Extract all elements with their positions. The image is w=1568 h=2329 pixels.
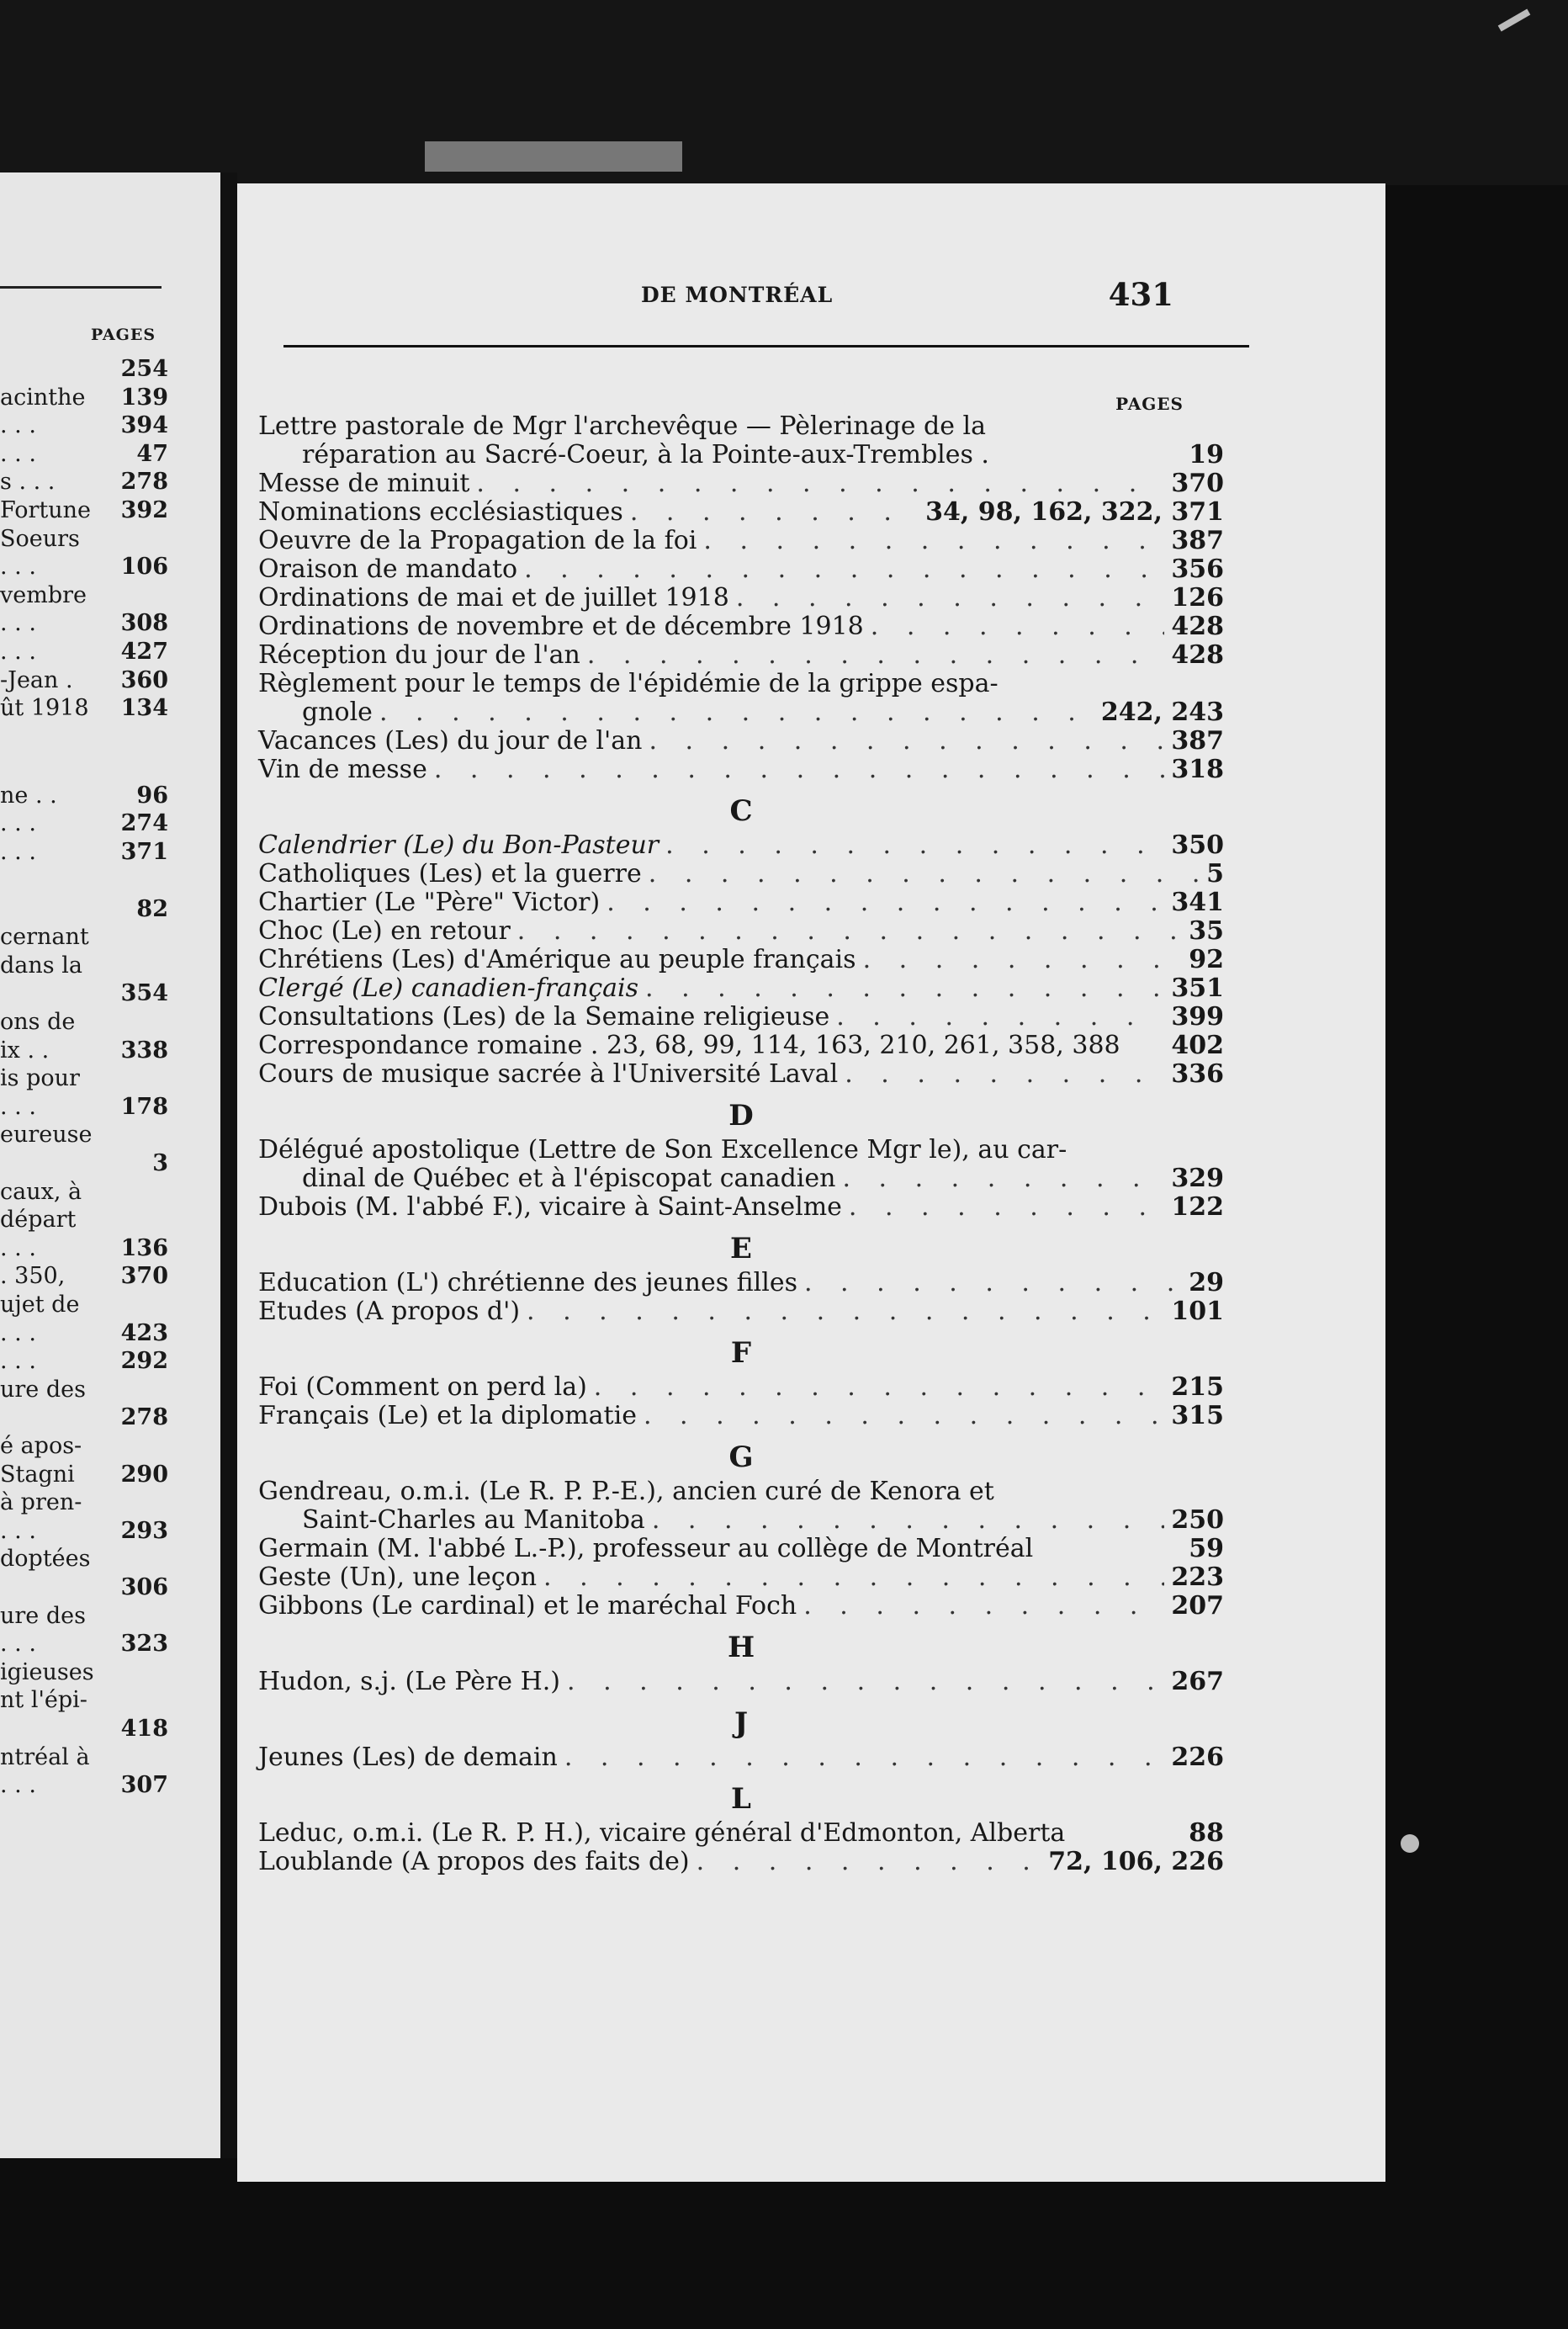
left-line-text: ix . .	[0, 1037, 50, 1064]
left-line-text: . . .	[0, 412, 36, 439]
entry-page-number: 5	[1206, 859, 1224, 889]
left-page-line	[0, 1065, 168, 1091]
entry-page-number: 250	[1171, 1505, 1224, 1535]
left-page-rule	[0, 286, 162, 289]
index-entry	[258, 974, 1224, 1003]
entry-title: Chrétiens (Les) d'Amérique au peuple français	[258, 945, 856, 974]
left-line-number: 392	[120, 497, 168, 523]
entry-title: Ordinations de mai et de juillet 1918	[258, 583, 729, 613]
dot-leader	[517, 917, 1182, 946]
index-entry	[258, 412, 1224, 441]
index-entry	[258, 470, 1224, 498]
left-line-number: 308	[120, 610, 168, 637]
left-page-line	[0, 1292, 168, 1318]
left-page-line	[0, 1518, 168, 1544]
entry-page-number: 72, 106, 226	[1048, 1847, 1224, 1876]
index-entry	[258, 1003, 1224, 1032]
entry-title: gnole	[302, 698, 373, 727]
left-page-line	[0, 1716, 168, 1742]
left-page-line	[0, 924, 168, 950]
entry-page-number: 223	[1171, 1562, 1224, 1592]
left-line-text: cernant	[0, 924, 89, 951]
left-line-text: . . .	[0, 1093, 36, 1120]
left-page-line	[0, 1377, 168, 1403]
entry-page-number: 318	[1171, 755, 1224, 784]
index-entry	[258, 889, 1224, 917]
entry-page-number: 329	[1171, 1164, 1224, 1193]
book-spine	[220, 172, 237, 2158]
left-line-number	[163, 1489, 168, 1515]
left-page-line	[0, 667, 168, 693]
left-line-number: 96	[136, 782, 168, 809]
section-letter: H	[727, 1631, 755, 1664]
entry-title: Leduc, o.m.i. (Le R. P. H.), vicaire général d'Edmonton, Alberta	[258, 1818, 1066, 1848]
left-line-text: vembre	[0, 581, 87, 608]
left-page-line	[0, 1037, 168, 1064]
left-line-number: 106	[120, 554, 168, 581]
left-page-line	[0, 469, 168, 495]
left-line-number: 292	[120, 1348, 168, 1375]
left-line-number	[163, 1603, 168, 1629]
left-page-line	[0, 1094, 168, 1120]
entry-title: Dubois (M. l'abbé F.), vicaire à Saint-Anselme	[258, 1192, 842, 1222]
dot-leader	[649, 860, 1200, 889]
index-entry	[258, 1743, 1224, 1772]
entry-page-number: 242, 243	[1100, 698, 1224, 727]
left-line-number	[163, 1433, 168, 1459]
entry-page-number: 29	[1189, 1268, 1224, 1297]
left-page-line	[0, 896, 168, 922]
left-page-line	[0, 1320, 168, 1346]
left-line-text: . . .	[0, 639, 36, 665]
entry-title: Réception du jour de l'an	[258, 640, 580, 670]
entry-title: Oeuvre de la Propagation de la foi	[258, 526, 697, 555]
left-line-number: 370	[120, 1263, 168, 1290]
left-page-line	[0, 1659, 168, 1685]
dot-leader	[567, 1668, 1164, 1696]
left-line-number: 360	[120, 666, 168, 693]
left-line-number	[163, 1065, 168, 1091]
index-entry	[258, 946, 1224, 974]
left-line-number	[163, 1179, 168, 1205]
entry-title: Ordinations de novembre et de décembre 1918	[258, 612, 864, 641]
section-letter: C	[729, 794, 753, 828]
left-line-text: . . .	[0, 554, 36, 581]
left-page-line	[0, 1404, 168, 1430]
left-line-number: 134	[120, 695, 168, 722]
left-line-text: ntréal à	[0, 1743, 90, 1770]
left-page-line	[0, 980, 168, 1006]
left-line-text: ujet de	[0, 1292, 80, 1318]
left-line-text: -Jean .	[0, 666, 73, 693]
left-line-number	[163, 526, 168, 552]
left-page-line	[0, 385, 168, 411]
index-entry	[302, 1506, 1224, 1535]
left-line-text: é apos-	[0, 1433, 82, 1459]
entry-title: Etudes (A propos d')	[258, 1297, 521, 1326]
entry-title: Education (L') chrétienne des jeunes filles	[258, 1268, 797, 1297]
left-page-line	[0, 1603, 168, 1629]
entry-title: Catholiques (Les) et la guerre	[258, 859, 642, 889]
left-page-line	[0, 1235, 168, 1261]
left-line-number: 293	[120, 1517, 168, 1544]
entry-page-number: 92	[1189, 945, 1224, 974]
left-page-line	[0, 1122, 168, 1148]
entry-title: Saint-Charles au Manitoba	[302, 1505, 645, 1535]
left-line-text: eureuse	[0, 1122, 93, 1149]
left-line-text: nt l'épi-	[0, 1687, 87, 1714]
dot-leader	[871, 613, 1165, 641]
left-page-line	[0, 1009, 168, 1035]
left-line-number	[163, 1292, 168, 1318]
index-entry	[302, 441, 1224, 470]
index-entry	[258, 831, 1224, 860]
left-line-number: 338	[120, 1037, 168, 1064]
left-line-text: ne . .	[0, 782, 57, 809]
left-line-text: ure des	[0, 1602, 86, 1629]
entry-title: Vin de messe	[258, 755, 427, 784]
section-letter: D	[728, 1099, 754, 1133]
index-entry	[258, 670, 1224, 698]
index-entry	[258, 498, 1224, 527]
index-entry	[258, 1819, 1224, 1848]
index-entry	[258, 1269, 1224, 1297]
left-line-number: 418	[120, 1716, 168, 1742]
index-entry	[258, 1136, 1224, 1164]
entry-page-number: 428	[1171, 640, 1224, 670]
left-page-line	[0, 783, 168, 809]
left-line-text: . . .	[0, 610, 36, 637]
left-page-line	[0, 1433, 168, 1459]
left-line-number: 371	[120, 839, 168, 865]
right-page	[237, 183, 1385, 2182]
left-page	[0, 172, 220, 2158]
entry-page-number: 387	[1171, 526, 1224, 555]
left-page-line	[0, 1207, 168, 1233]
left-line-text: . . .	[0, 1234, 36, 1261]
dot-leader	[803, 1592, 1164, 1621]
index-entry	[258, 860, 1224, 889]
entry-title: Oraison de mandato	[258, 554, 518, 584]
entry-title: Nominations ecclésiastiques	[258, 497, 623, 527]
left-line-text: . . .	[0, 839, 36, 865]
entry-page-number: 126	[1171, 583, 1224, 613]
index-entry	[258, 727, 1224, 756]
left-line-number	[163, 1546, 168, 1572]
index-entry	[258, 555, 1224, 584]
dot-leader	[630, 498, 919, 527]
left-page-line	[0, 1574, 168, 1600]
scan-artifact	[1401, 1834, 1419, 1853]
dot-leader	[845, 1060, 1164, 1089]
index-entry	[258, 1193, 1224, 1222]
dot-leader	[665, 831, 1164, 860]
left-line-number: 423	[120, 1319, 168, 1346]
left-page-line	[0, 1744, 168, 1770]
entry-title: Clergé (Le) canadien-français	[258, 974, 638, 1003]
left-line-text: . . .	[0, 1319, 36, 1346]
dot-leader	[649, 727, 1164, 756]
index-entry	[258, 1060, 1224, 1089]
left-page-line	[0, 1546, 168, 1572]
left-line-number	[163, 1744, 168, 1770]
index-entry	[258, 1297, 1224, 1326]
index-entry	[258, 584, 1224, 613]
dot-leader	[524, 555, 1164, 584]
index-entry	[258, 1478, 1224, 1506]
left-line-number: 274	[120, 810, 168, 837]
left-line-text: dans la	[0, 952, 82, 979]
left-page-line	[0, 356, 168, 382]
left-line-number	[163, 1659, 168, 1685]
left-line-text: départ	[0, 1207, 77, 1233]
left-line-number: 278	[120, 469, 168, 496]
left-page-line	[0, 554, 168, 580]
dot-leader	[476, 470, 1164, 498]
entry-page-number: 101	[1171, 1297, 1224, 1326]
pages-label: PAGES	[1115, 394, 1184, 414]
dot-leader	[736, 584, 1165, 613]
left-line-number: 354	[120, 980, 168, 1007]
left-page-line	[0, 1772, 168, 1798]
dot-leader	[703, 527, 1164, 555]
index-entry	[258, 1848, 1224, 1876]
dot-leader	[607, 889, 1164, 917]
dot-leader	[527, 1297, 1164, 1326]
left-line-number	[163, 1377, 168, 1403]
index-entry	[302, 1164, 1224, 1193]
dot-leader	[849, 1193, 1164, 1222]
entry-page-number: 315	[1171, 1401, 1224, 1430]
index-entry	[302, 698, 1224, 727]
left-line-text: . . .	[0, 1631, 36, 1658]
dot-leader	[543, 1563, 1164, 1592]
running-header: DE MONTRÉAL	[641, 283, 834, 307]
entry-page-number: 59	[1189, 1534, 1224, 1563]
dot-leader	[836, 1003, 1164, 1032]
entry-page-number: 370	[1171, 469, 1224, 498]
entry-page-number: 34, 98, 162, 322, 371	[925, 497, 1224, 527]
index-entry	[258, 1373, 1224, 1402]
left-line-text: doptées	[0, 1546, 91, 1573]
entry-title: Calendrier (Le) du Bon-Pasteur	[258, 830, 660, 860]
section-letter: F	[730, 1336, 752, 1370]
left-line-number: 178	[120, 1093, 168, 1120]
left-line-text: . . .	[0, 1348, 36, 1375]
entry-title: Messe de minuit	[258, 469, 470, 498]
left-page-line	[0, 1263, 168, 1289]
left-line-text: . 350,	[0, 1263, 66, 1290]
dot-leader	[587, 641, 1165, 670]
index-entry	[258, 1402, 1224, 1430]
left-line-number: 394	[120, 412, 168, 439]
left-page-line	[0, 1687, 168, 1713]
left-page-line	[0, 582, 168, 608]
entry-title: Choc (Le) en retour	[258, 916, 511, 946]
left-line-number	[163, 1687, 168, 1713]
left-page-line	[0, 1179, 168, 1205]
left-line-number: 323	[120, 1631, 168, 1658]
left-page-line	[0, 412, 168, 438]
left-line-number	[163, 1122, 168, 1148]
left-line-text: à pren-	[0, 1489, 82, 1516]
index-entry	[258, 613, 1224, 641]
left-page-line	[0, 639, 168, 665]
left-line-number: 136	[120, 1234, 168, 1261]
dot-leader	[564, 1743, 1165, 1772]
left-line-text: . . .	[0, 440, 36, 467]
entry-title: Délégué apostolique (Lettre de Son Excellence Mgr le), au car-	[258, 1135, 1067, 1164]
left-line-text: ure des	[0, 1376, 86, 1403]
dot-leader	[842, 1164, 1164, 1193]
entry-page-number: 350	[1171, 830, 1224, 860]
entry-title: Correspondance romaine . 23, 68, 99, 114, 163, 210, 261, 358, 388	[258, 1031, 1120, 1060]
entry-page-number: 19	[1189, 440, 1224, 470]
entry-page-number: 356	[1171, 554, 1224, 584]
dot-leader	[804, 1269, 1182, 1297]
entry-page-number: 341	[1171, 888, 1224, 917]
entry-page-number: 267	[1171, 1667, 1224, 1696]
left-page-line	[0, 497, 168, 523]
entry-page-number: 399	[1171, 1002, 1224, 1032]
left-line-number	[163, 1009, 168, 1035]
left-page-line	[0, 952, 168, 979]
index-entry	[258, 1535, 1224, 1563]
left-page-line	[0, 810, 168, 836]
page-number: 431	[1108, 276, 1173, 313]
left-line-text: is pour	[0, 1065, 80, 1092]
left-line-text: ût 1918	[0, 695, 89, 722]
section-letter: L	[731, 1782, 751, 1816]
left-page-line	[0, 1348, 168, 1374]
left-line-number: 278	[120, 1404, 168, 1431]
left-pages-label: PAGES	[91, 326, 156, 344]
index-entry	[258, 1563, 1224, 1592]
left-line-text: . . .	[0, 1772, 36, 1799]
scanner-tab	[425, 141, 682, 172]
index-entry	[258, 1592, 1224, 1621]
left-page-line	[0, 839, 168, 865]
entry-title: Vacances (Les) du jour de l'an	[258, 726, 643, 756]
entry-page-number: 402	[1171, 1031, 1224, 1060]
entry-page-number: 336	[1171, 1059, 1224, 1089]
entry-page-number: 122	[1171, 1192, 1224, 1222]
entry-page-number: 428	[1171, 612, 1224, 641]
entry-page-number: 35	[1189, 916, 1224, 946]
left-page-line	[0, 1631, 168, 1657]
left-line-number: 254	[120, 356, 168, 382]
left-line-number: 82	[136, 895, 168, 922]
entry-title: Gibbons (Le cardinal) et le maréchal Foch	[258, 1591, 797, 1621]
left-line-text: ons de	[0, 1009, 76, 1035]
dark-background	[0, 0, 1568, 185]
entry-title: Germain (M. l'abbé L.-P.), professeur au collège de Montréal	[258, 1534, 1034, 1563]
entry-title: Hudon, s.j. (Le Père H.)	[258, 1667, 560, 1696]
left-line-text: . . .	[0, 810, 36, 837]
left-line-number	[163, 582, 168, 608]
dot-leader	[594, 1373, 1165, 1402]
section-letter: E	[730, 1232, 752, 1265]
left-line-text: igieuses	[0, 1658, 94, 1685]
section-letter: G	[728, 1440, 754, 1474]
index-entry	[258, 1032, 1224, 1060]
left-page-line	[0, 610, 168, 636]
dot-leader	[434, 756, 1165, 784]
index-entry	[258, 641, 1224, 670]
dot-leader	[652, 1506, 1165, 1535]
left-line-number: 290	[120, 1461, 168, 1488]
left-line-number: 306	[120, 1574, 168, 1600]
left-line-number	[163, 952, 168, 979]
left-line-number	[163, 1207, 168, 1233]
left-line-text: Fortune	[0, 497, 92, 523]
left-line-text: . . .	[0, 1517, 36, 1544]
entry-title: Français (Le) et la diplomatie	[258, 1401, 637, 1430]
left-page-line	[0, 695, 168, 721]
left-line-number: 307	[120, 1772, 168, 1799]
entry-title: Geste (Un), une leçon	[258, 1562, 538, 1592]
left-line-text: Stagni	[0, 1461, 75, 1488]
entry-title: Gendreau, o.m.i. (Le R. P. P.-E.), ancien curé de Kenora et	[258, 1477, 994, 1506]
entry-title: Lettre pastorale de Mgr l'archevêque — Pèlerinage de la	[258, 411, 986, 441]
left-line-text: acinthe	[0, 384, 86, 411]
left-line-number	[163, 924, 168, 950]
section-letter: J	[734, 1706, 749, 1740]
index-entry	[258, 1668, 1224, 1696]
left-line-number: 3	[152, 1150, 168, 1176]
left-line-text: Soeurs	[0, 525, 80, 552]
left-page-line	[0, 526, 168, 552]
entry-page-number: 207	[1171, 1591, 1224, 1621]
left-line-number: 47	[136, 440, 168, 467]
left-line-number: 427	[120, 639, 168, 665]
left-line-text: s . . .	[0, 469, 56, 496]
left-line-text: caux, à	[0, 1178, 82, 1205]
entry-page-number: 351	[1171, 974, 1224, 1003]
entry-title: Chartier (Le "Père" Victor)	[258, 888, 601, 917]
dot-leader	[379, 698, 1094, 727]
left-page-line	[0, 441, 168, 467]
left-page-line	[0, 1489, 168, 1515]
entry-page-number: 88	[1189, 1818, 1224, 1848]
entry-title: Cours de musique sacrée à l'Université Laval	[258, 1059, 839, 1089]
index-entry	[258, 756, 1224, 784]
left-line-number: 139	[120, 384, 168, 411]
entry-title: dinal de Québec et à l'épiscopat canadien	[302, 1164, 836, 1193]
dot-leader	[863, 946, 1183, 974]
entry-title: Loublande (A propos des faits de)	[258, 1847, 690, 1876]
entry-title: réparation au Sacré-Coeur, à la Pointe-aux-Trembles .	[302, 440, 989, 470]
entry-page-number: 226	[1171, 1743, 1224, 1772]
entry-title: Règlement pour le temps de l'épidémie de la grippe espa-	[258, 669, 999, 698]
index-entry	[258, 527, 1224, 555]
dot-leader	[697, 1848, 1042, 1876]
dot-leader	[645, 974, 1164, 1003]
index-entry	[258, 917, 1224, 946]
entry-title: Foi (Comment on perd la)	[258, 1372, 587, 1402]
dot-leader	[644, 1402, 1164, 1430]
entry-page-number: 387	[1171, 726, 1224, 756]
entry-page-number: 215	[1171, 1372, 1224, 1402]
left-page-line	[0, 1462, 168, 1488]
entry-title: Jeunes (Les) de demain	[258, 1743, 558, 1772]
entry-title: Consultations (Les) de la Semaine religieuse	[258, 1002, 830, 1032]
left-page-line	[0, 1150, 168, 1176]
